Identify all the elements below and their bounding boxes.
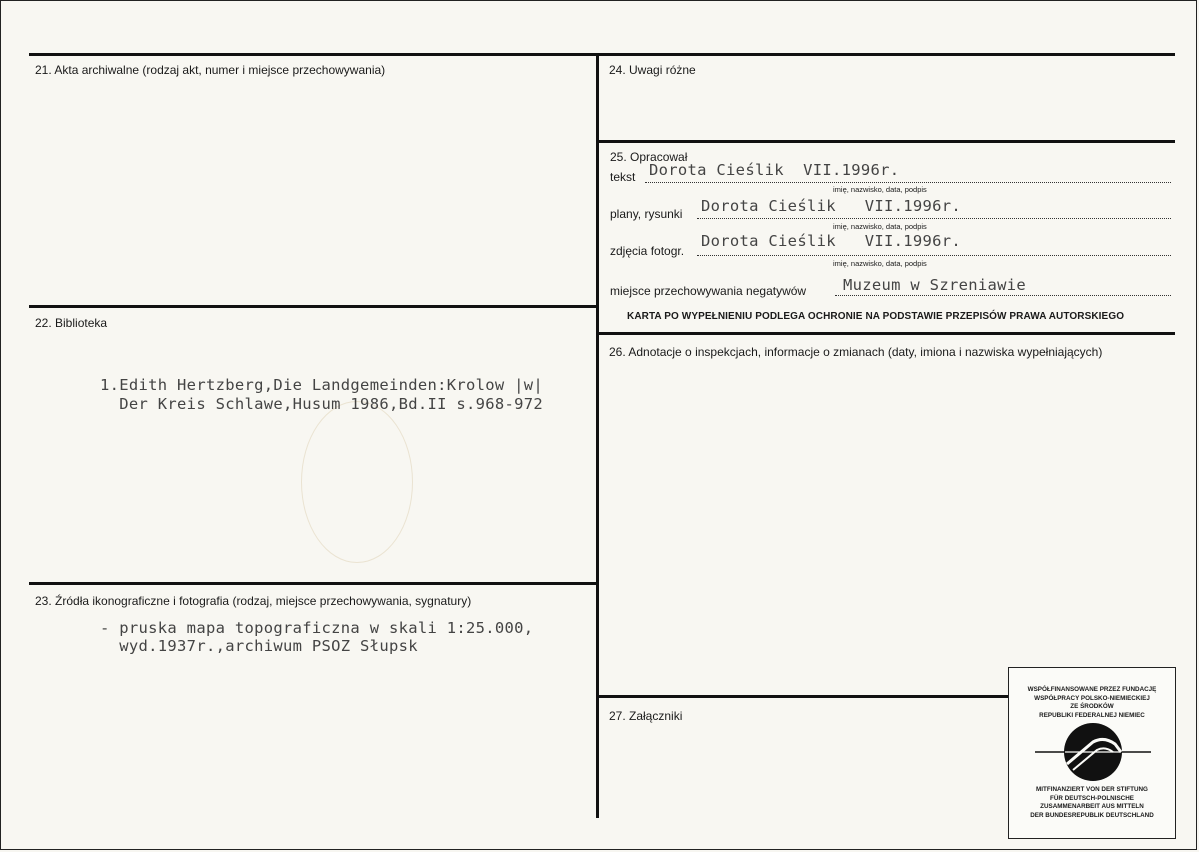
- copyright-notice: KARTA PO WYPEŁNIENIU PODLEGA OCHRONIE NA PODSTAWIE PRZEPISÓW PRAWA AUTORSKIEGO: [627, 311, 1125, 322]
- plany-hint: imię, nazwisko, data, podpis: [833, 222, 927, 231]
- negatywy-value: Muzeum w Szreniawie: [843, 276, 1027, 294]
- center-divider: [596, 53, 599, 818]
- stamp-de-line: MITFINANZIERT VON DER STIFTUNG: [1036, 786, 1148, 793]
- stamp-pl-line: WSPÓŁPRACY POLSKO-NIEMIECKIEJ: [1034, 694, 1150, 702]
- zrodla-line-1: - pruska mapa topograficzna w skali 1:25.000,: [100, 619, 534, 637]
- zdjecia-value: Dorota Cieślik VII.1996r.: [701, 232, 962, 250]
- stamp-german-text: [1009, 786, 1175, 820]
- tekst-value: Dorota Cieślik VII.1996r.: [649, 161, 900, 179]
- zrodla-line-2: wyd.1937r.,archiwum PSOZ Słupsk: [100, 637, 418, 655]
- stamp-pl-line: WSPÓŁFINANSOWANE PRZEZ FUNDACJĘ: [1027, 686, 1157, 693]
- zdjecia-dotline: [697, 255, 1171, 256]
- fold-mark: [301, 401, 413, 563]
- tekst-dotline: [645, 182, 1171, 183]
- stamp-de-line: ZUSAMMENARBEIT AUS MITTELN: [1040, 803, 1144, 811]
- plany-dotline: [697, 218, 1171, 219]
- section-26-label: 26. Adnotacje o inspekcjach, informacje o zmianach (daty, imiona i nazwiska wypełniających): [609, 345, 1103, 359]
- stamp-de-line: FÜR DEUTSCH-POLNISCHE: [1050, 794, 1134, 802]
- plany-value: Dorota Cieślik VII.1996r.: [701, 197, 962, 215]
- tekst-label: tekst: [610, 170, 636, 184]
- rule-24-25: [598, 140, 1175, 143]
- top-rule: [29, 53, 1175, 56]
- stamp-pl-line: ZE ŚRODKÓW: [1070, 703, 1114, 711]
- rule-21-22: [29, 305, 597, 308]
- funding-stamp: [1008, 667, 1176, 839]
- rule-26-27: [598, 695, 1008, 698]
- stamp-pl-line: REPUBLIKI FEDERALNEJ NIEMIEC: [1039, 711, 1145, 719]
- bridge-logo-icon: [1009, 720, 1177, 790]
- section-21-label: 21. Akta archiwalne (rodzaj akt, numer i miejsce przechowywania): [35, 63, 386, 77]
- zdjecia-label: zdjęcia fotogr.: [610, 244, 685, 258]
- negatywy-dotline: [835, 295, 1171, 296]
- rule-22-23: [29, 582, 597, 585]
- stamp-de-line: DER BUNDESREPUBLIK DEUTSCHLAND: [1030, 811, 1154, 819]
- section-23-label: 23. Źródła ikonograficzne i fotografia (rodzaj, miejsce przechowywania, sygnatury): [35, 594, 472, 608]
- rule-25-26: [598, 332, 1175, 335]
- stamp-polish-text: [1009, 686, 1175, 720]
- tekst-hint: imię, nazwisko, data, podpis: [833, 185, 927, 194]
- plany-label: plany, rysunki: [610, 207, 683, 221]
- section-24-label: 24. Uwagi różne: [609, 63, 696, 77]
- section-27-label: 27. Załączniki: [609, 709, 683, 723]
- zdjecia-hint: imię, nazwisko, data, podpis: [833, 259, 927, 268]
- section-22-label: 22. Biblioteka: [35, 316, 108, 330]
- section-25-label: 25. Opracował: [610, 150, 688, 164]
- negatywy-label: miejsce przechowywania negatywów: [610, 284, 807, 298]
- biblioteka-line-1: 1.Edith Hertzberg,Die Landgemeinden:Krolow |w|: [100, 376, 544, 394]
- biblioteka-line-2: Der Kreis Schlawe,Husum 1986,Bd.II s.968-972: [100, 395, 544, 413]
